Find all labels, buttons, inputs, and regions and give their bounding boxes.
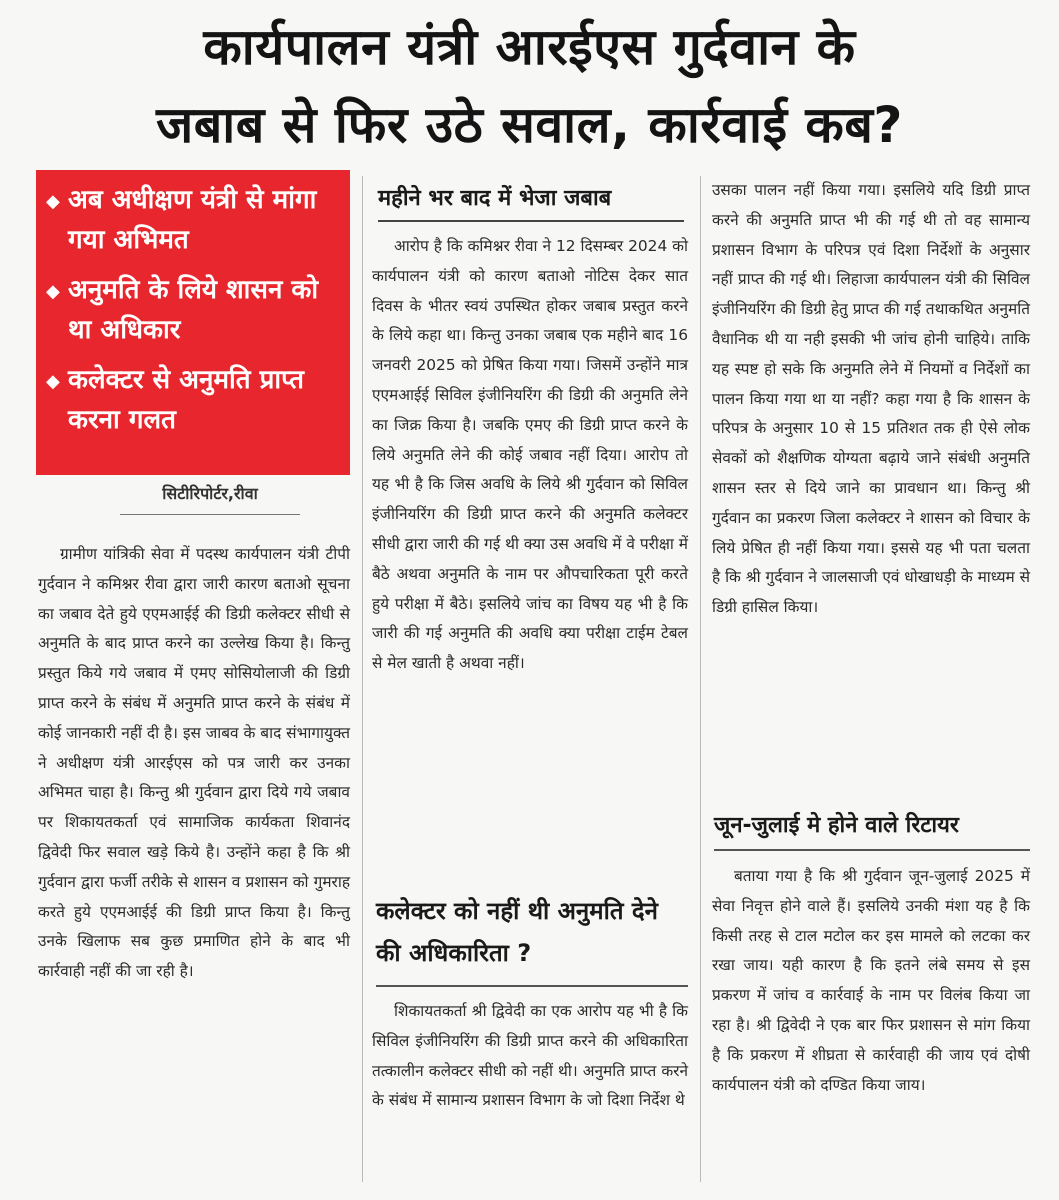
highlights-box [36,170,350,475]
byline: सिटीरिपोर्टर,रीवा [120,482,300,515]
column-2-lower [372,997,688,1116]
section-heading-collector-authority: कलेक्टर को नहीं थी अनुमति देने की अधिकारिता ? [376,897,658,967]
diamond-bullet-icon: ◆ [46,371,60,392]
column-2 [372,232,688,679]
column-divider [700,176,701,1182]
section-1-body: आरोप है कि कमिश्नर रीवा ने 12 दिसम्बर 2024 को कार्यपालन यंत्री को कारण बताओ नोटिस देकर सात दिवस के भीतर स्वयं उपस्थित होकर जबाब प्रस्तुत करने के लिये कहा था। किन्तु उनका जबाब एक महीने बाद 16 जनवरी 2025 को प्रेषित किया गया। जिसमें उन्होंने मात्र एएमआईई सिविल इंजीनियरिंग की डिग्री की अनुमति लेने का जिक्र किया है। जबकि एमए की डिग्री प्राप्त करने के लिये अनुमति लेने की कोई जबाव नहीं दिया। आरोप तो यह भी है कि जिस अवधि के लिये श्री गुर्दवान को सिविल इंजीनियरिंग की डिग्री प्राप्त करने की अनुमति कलेक्टर सीधी द्वारा जारी की गई थी क्या उस अवधि में वे परीक्षा में बैठे अथवा अनुमति के नाम पर औपचारिकता पूरी करते हुये परीक्षा में बैठे। इसलिये जांच का विषय यह भी है कि जारी की गई अनुमति की अवधि क्या परीक्षा टाईम टेबल से मेल खाती है अथवा नहीं। [372,237,688,673]
column-3-lower [712,862,1030,1100]
highlight-text: अब अधीक्षण यंत्री से मांगा गया अभिमत [68,185,317,255]
column-3 [712,176,1030,623]
highlight-text: अनुमति के लिये शासन को था अधिकार [68,275,319,345]
section-heading-retirement: जून-जुलाई मे होने वाले रिटायर [714,813,959,838]
section-2-body: शिकायतकर्ता श्री द्विवेदी का एक आरोप यह भी है कि सिविल इंजीनियरिंग की डिग्री प्राप्त करने की अधिकारिता तत्कालीन कलेक्टर सीधी को नहीं थी। अनुमति प्राप्त करने के संबंध में सामान्य प्रशासन विभाग के जो दिशा निर्देश थे [372,1002,688,1110]
headline-line-1: कार्यपालन यंत्री आरईएस गुर्दवान के [203,18,856,76]
column-divider [362,176,363,1182]
section-heading-underline [714,849,1030,851]
highlight-item [46,270,342,350]
column-1-body: ग्रामीण यांत्रिकी सेवा में पदस्थ कार्यपालन यंत्री टीपी गुर्दवान ने कमिश्नर रीवा द्वारा जारी कारण बताओ सूचना का जबाव देते हुये एएमआईई की डिग्री कलेक्टर सीधी से अनुमति के बाद प्राप्त करने का उल्लेख किया है। किन्तु प्रस्तुत किये गये जबाव में एमए सोसियोलाजी की डिग्री प्राप्त करने के संबंध में अनुमति प्राप्त करने के संबंध में कोई जानकारी नहीं दी है। इस जाबव के बाद संभागायुक्त ने अधीक्षण यंत्री आरईएस को पत्र जारी कर उनका अभिमत चाहा है। किन्तु श्री गुर्दवान द्वारा दिये गये जबाव पर शिकायतकर्ता एवं सामाजिक कार्यकता शिवानंद द्विवेदी फिर सवाल खड़े किये है। उन्होंने कहा है कि श्री गुर्दवान द्वारा फर्जी तरीके से शासन व प्रशासन को गुमराह करते हुये एएमआईई की डिग्री प्राप्त किया है। किन्तु उनके खिलाफ सब कुछ प्रमाणित होने के बाद भी कार्रवाही नहीं की जा रही है। [38,545,350,981]
diamond-bullet-icon: ◆ [46,281,60,302]
highlight-text: कलेक्टर से अनुमति प्राप्त करना गलत [68,365,304,435]
section-3-body: बताया गया है कि श्री गुर्दवान जून-जुलाई 2025 में सेवा निवृत्त होने वाले हैं। इसलिये उनकी मंशा यह है कि किसी तरह से टाल मटोल कर इस मामले को लटका कर रखा जाय। यही कारण है कि इतने लंबे समय से इस प्रकरण में जांच व कार्रवाई के नाम पर विलंब किया जा रहा है। श्री द्विवेदी ने एक बार फिर प्रशासन से मांग किया है कि प्रकरण में शीघ्रता से कार्रवाही की जाय एवं दोषी कार्यपालन यंत्री को दण्डित किया जाय। [712,867,1030,1094]
headline-line-2: जबाब से फिर उठे सवाल, कार्रवाई कब? [156,96,903,154]
headline [14,8,1045,164]
diamond-bullet-icon: ◆ [46,191,60,212]
column-3-body: उसका पालन नहीं किया गया। इसलिये यदि डिग्री प्राप्त करने की अनुमति प्राप्त भी की गई थी तो वह सामान्य प्रशासन विभाग के परिपत्र एवं दिशा निर्देशों के अनुसार नहीं प्राप्त की गई थी। लिहाजा कार्यपालन यंत्री की सिविल इंजीनियरिंग की डिग्री हेतु प्राप्त की गई तथाकथित अनुमति वैधानिक थी या नही इसकी भी जांच होनी चाहिये। ताकि यह स्पष्ट हो सके कि अनुमति लेने में नियमों व निर्देशों का पालन किया गया था या नहीं? कहा गया है कि शासन के परिपत्र के अनुसार 10 से 15 प्रतिशत तक ही ऐसे लोक सेवकों को शैक्षणिक योग्यता बढ़ाये जाने संबंधी अनुमति शासन स्तर से दिये जाने का प्रावधान था। किन्तु श्री गुर्दवान का प्रकरण जिला कलेक्टर ने शासन को विचार के लिये प्रेषित ही नहीं किया गया। इससे यह भी पता चलता है कि श्री गुर्दवान ने जालसाजी एवं धोखाधड़ी के माध्यम से डिग्री हासिल किया। [712,181,1030,617]
highlight-item [46,180,342,260]
column-1 [38,540,350,987]
section-heading-late-reply: महीने भर बाद में भेजा जबाब [378,182,684,222]
highlight-item [46,360,342,440]
section-heading-underline [376,985,688,987]
